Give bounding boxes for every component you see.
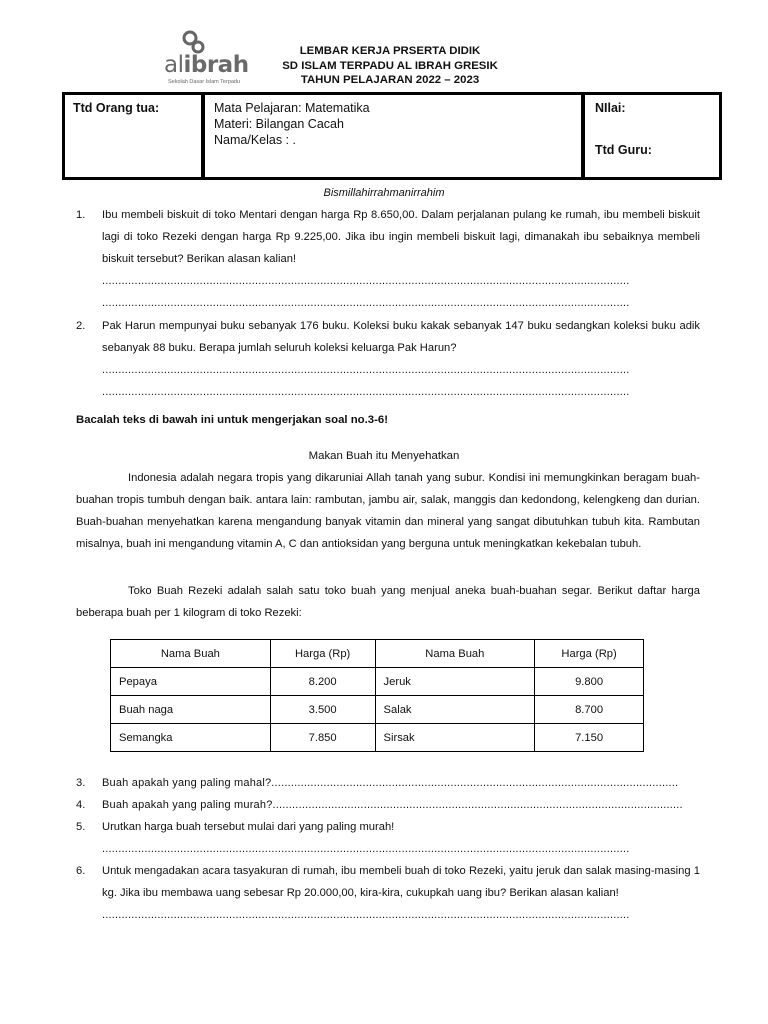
worksheet-heading (250, 44, 530, 88)
question-text: Pak Harun mempunyai buku sebanyak 176 buku. Koleksi buku kakak sebanyak 147 buku sedangkan koleksi buku adik sebanyak 88 buku. Berapa jumlah seluruh koleksi keluarga Pak Harun? (102, 320, 700, 354)
fruit-price: 8.200 (270, 668, 375, 696)
school-logo (160, 30, 260, 84)
table-row (111, 724, 644, 752)
answer-line[interactable]: .................................................................................................................................................................. (102, 275, 630, 287)
logo-tagline: Sekolah Dasar Islam Terpadu (168, 79, 241, 85)
parent-signature-box[interactable] (62, 92, 204, 180)
reading-title: Makan Buah itu Menyehatkan (308, 450, 460, 462)
topic-label: Materi: Bilangan Cacah (214, 117, 344, 131)
fruit-price: 8.700 (535, 696, 644, 724)
question-number: 1. (76, 209, 86, 221)
question-text: Untuk mengadakan acara tasyakuran di rumah, ibu membeli buah di toko Rezeki, yaitu jeruk dan salak masing-masing 1 kg. Jika ibu membawa uang sebesar Rp 20.000,00, kira-kira, cukupkah uang ibu? Berikan alasan kalian! (102, 865, 700, 899)
question-number: 3. (76, 777, 86, 789)
question-4 (76, 794, 700, 816)
score-label: NIlai: (595, 101, 626, 115)
question-2 (76, 315, 700, 403)
subject-label: Mata Pelajaran: Matematika (214, 101, 370, 115)
fruit-price: 7.150 (535, 724, 644, 752)
fruit-name: Pepaya (111, 668, 271, 696)
answer-line[interactable]: .................................................................................................................................................................. (102, 909, 630, 921)
column-header: Nama Buah (375, 640, 535, 668)
reading-paragraph-2: Toko Buah Rezeki adalah salah satu toko buah yang menjual aneka buah-buahan segar. Berikut daftar harga beberapa buah per 1 kilogram di toko Rezeki: (76, 585, 700, 619)
reading-instruction: Bacalah teks di bawah ini untuk mengerjakan soal no.3-6! (76, 414, 389, 426)
fruit-name: Buah naga (111, 696, 271, 724)
question-text-with-line[interactable]: Buah apakah yang paling mahal?............................................................................................................................. (102, 777, 679, 789)
name-class-field[interactable]: Nama/Kelas : . (214, 133, 296, 147)
fruit-price: 7.850 (270, 724, 375, 752)
question-5 (76, 816, 700, 860)
question-number: 5. (76, 821, 86, 833)
teacher-signature-label: Ttd Guru: (595, 143, 652, 157)
answer-line[interactable]: .................................................................................................................................................................. (102, 364, 630, 376)
column-header: Nama Buah (111, 640, 271, 668)
score-box[interactable] (582, 92, 722, 180)
question-text-with-line[interactable]: Buah apakah yang paling murah?.............................................................................................................................. (102, 799, 683, 811)
answer-line[interactable]: .................................................................................................................................................................. (102, 386, 630, 398)
heading-line-3: TAHUN PELAJARAN 2022 – 2023 (300, 74, 480, 86)
table-row (111, 696, 644, 724)
logo-wordmark: alibrah (164, 52, 249, 78)
fruit-price: 9.800 (535, 668, 644, 696)
fruit-price-table (110, 639, 644, 752)
table-row (111, 668, 644, 696)
answer-line[interactable]: .................................................................................................................................................................. (102, 843, 630, 855)
fruit-name: Sirsak (375, 724, 535, 752)
fruit-name: Semangka (111, 724, 271, 752)
question-text: Ibu membeli biskuit di toko Mentari dengan harga Rp 8.650,00. Dalam perjalanan pulang ke rumah, ibu membeli biskuit lagi di toko Rezeki dengan harga Rp 9.225,00. Jika ibu ingin membeli biskuit lagi, dimanakah ibu sebaiknya membeli biskuit tersebut? Berikan alasan kalian! (102, 209, 700, 265)
fruit-name: Salak (375, 696, 535, 724)
question-number: 4. (76, 799, 86, 811)
question-6 (76, 860, 700, 926)
question-3 (76, 772, 700, 794)
fruit-price: 3.500 (270, 696, 375, 724)
student-info-box[interactable] (202, 92, 584, 180)
answer-line[interactable]: .................................................................................................................................................................. (102, 297, 630, 309)
question-1 (76, 204, 700, 314)
bismillah: Bismillahirrahmanirrahim (323, 187, 445, 199)
fruit-name: Jeruk (375, 668, 535, 696)
column-header: Harga (Rp) (535, 640, 644, 668)
question-number: 2. (76, 320, 86, 332)
column-header: Harga (Rp) (270, 640, 375, 668)
question-number: 6. (76, 865, 86, 877)
heading-line-1: LEMBAR KERJA PRSERTA DIDIK (299, 45, 481, 57)
heading-line-2: SD ISLAM TERPADU AL IBRAH GRESIK (282, 59, 498, 72)
table-header-row (111, 640, 644, 668)
reading-paragraph-1: Indonesia adalah negara tropis yang dikaruniai Allah tanah yang subur. Kondisi ini memungkinkan beragam buah-buahan tropis tumbuh dengan baik. antara lain: rambutan, jambu air, salak, manggis dan kedondong, kelengkeng dan durian. Buah-buahan menyehatkan karena mengandung banyak vitamin dan mineral yang sangat dibutuhkan tubuh kita. Rambutan misalnya, buah ini mengandung vitamin A, C dan antioksidan yang berguna untuk meningkatkan kekebalan tubuh. (76, 472, 700, 550)
parent-signature-label: Ttd Orang tua: (73, 101, 160, 115)
question-text: Urutkan harga buah tersebut mulai dari yang paling murah! (102, 821, 395, 833)
